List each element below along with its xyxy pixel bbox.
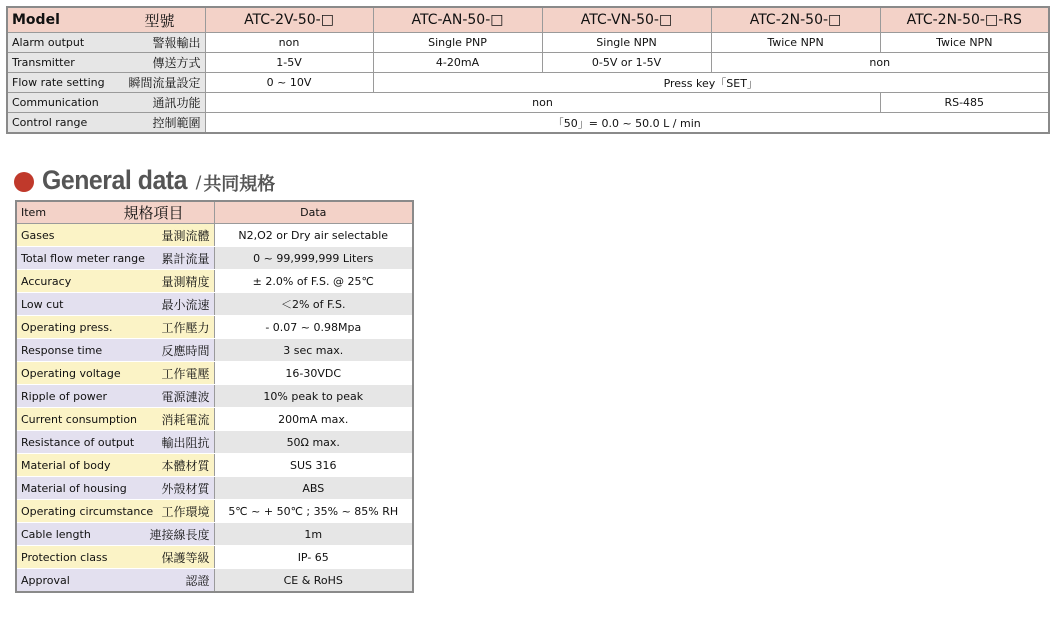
spec-label-cell [16, 523, 214, 546]
row-value-cell: Press key「SET」 [373, 73, 1049, 93]
spec-label-zh: 量測精度 [161, 274, 210, 289]
row-label-cell [7, 53, 205, 73]
general-row [16, 293, 413, 316]
general-row [16, 500, 413, 523]
row-label-zh: 傳送方式 [152, 56, 201, 70]
spec-label-en: Accuracy [21, 274, 72, 288]
model-label-cell [7, 7, 205, 33]
model-name: ATC-VN-50-□ [542, 7, 711, 33]
model-name: ATC-2N-50-□ [711, 7, 880, 33]
row-label-en: Flow rate setting [12, 76, 105, 89]
spec-label-cell [16, 247, 214, 270]
spec-label-en: Operating press. [21, 320, 113, 334]
general-data-table [15, 200, 414, 593]
spec-label-en: Operating voltage [21, 366, 121, 380]
row-label-zh: 警報輸出 [152, 36, 201, 50]
spec-label-en: Response time [21, 343, 103, 357]
row-value-cell: non [205, 33, 373, 53]
model-label-en: Model [12, 12, 60, 28]
spec-label-en: Cable length [21, 527, 91, 541]
spec-label-cell [16, 224, 214, 247]
model-header-row [7, 7, 1049, 33]
spec-label-cell [16, 362, 214, 385]
section-title-en: General data [42, 164, 187, 195]
item-label-en: Item [21, 206, 47, 219]
spec-value: 5℃ ~ + 50℃ ; 35% ~ 85% RH [214, 500, 413, 523]
spec-label-zh: 工作電壓 [161, 366, 210, 381]
spec-label-en: Ripple of power [21, 389, 108, 403]
general-header-row [16, 201, 413, 224]
spec-label-cell [16, 293, 214, 316]
spec-label-zh: 連接線長度 [149, 527, 210, 542]
general-data-body [16, 201, 413, 592]
row-label-cell [7, 33, 205, 53]
general-row [16, 316, 413, 339]
spec-label-zh: 量測流體 [161, 228, 210, 243]
row-value-cell: non [205, 93, 880, 113]
row-value-cell: Twice NPN [711, 33, 880, 53]
spec-label-zh: 工作壓力 [161, 320, 210, 335]
spec-label-zh: 本體材質 [161, 458, 210, 473]
spec-label-en: Protection class [21, 550, 108, 564]
spec-label-en: Gases [21, 228, 55, 242]
general-row [16, 523, 413, 546]
row-label-cell [7, 73, 205, 93]
row-value-cell: 0-5V or 1-5V [542, 53, 711, 73]
model-name: ATC-AN-50-□ [373, 7, 542, 33]
model-name: ATC-2N-50-□-RS [880, 7, 1049, 33]
general-row [16, 454, 413, 477]
spec-label-cell [16, 270, 214, 293]
general-row [16, 247, 413, 270]
spec-value: ABS [214, 477, 413, 500]
spec-label-en: Operating circumstance [21, 504, 154, 518]
spec-value: ＜2% of F.S. [214, 293, 413, 316]
spec-label-zh: 消耗電流 [161, 412, 210, 427]
model-row [7, 113, 1049, 134]
spec-label-zh: 認證 [185, 573, 210, 588]
row-label-en: Transmitter [12, 56, 75, 69]
spec-label-en: Material of housing [21, 481, 127, 495]
spec-label-zh: 保護等級 [161, 550, 210, 565]
row-label-zh: 瞬間流量設定 [128, 76, 201, 90]
model-row [7, 53, 1049, 73]
row-label-en: Communication [12, 96, 99, 109]
general-row [16, 224, 413, 247]
spec-label-zh: 累計流量 [161, 251, 210, 266]
spec-label-zh: 反應時間 [161, 343, 210, 358]
general-row [16, 339, 413, 362]
spec-value: N2,O2 or Dry air selectable [214, 224, 413, 247]
spec-value: SUS 316 [214, 454, 413, 477]
spec-value: 1m [214, 523, 413, 546]
spec-label-zh: 工作環境 [161, 504, 210, 519]
section-title [14, 163, 275, 197]
row-label-cell [7, 93, 205, 113]
row-label-zh: 控制範圍 [152, 116, 201, 130]
section-title-zh: 共同規格 [203, 174, 276, 195]
bullet-icon [14, 172, 34, 192]
model-row [7, 33, 1049, 53]
spec-label-en: Material of body [21, 458, 111, 472]
spec-value: 200mA max. [214, 408, 413, 431]
row-value-cell: Single NPN [542, 33, 711, 53]
spec-label-cell [16, 339, 214, 362]
spec-label-cell [16, 454, 214, 477]
row-value-cell: 1-5V [205, 53, 373, 73]
row-value-cell: 0 ~ 10V [205, 73, 373, 93]
row-value-cell: non [711, 53, 1049, 73]
item-label-cell [16, 201, 214, 224]
spec-label-cell [16, 569, 214, 593]
spec-label-en: Approval [21, 573, 70, 587]
model-row [7, 93, 1049, 113]
spec-label-cell [16, 408, 214, 431]
spec-value: ± 2.0% of F.S. @ 25℃ [214, 270, 413, 293]
row-label-en: Alarm output [12, 36, 85, 49]
spec-label-zh: 電源漣波 [161, 389, 210, 404]
model-row [7, 73, 1049, 93]
spec-label-zh: 外殼材質 [161, 481, 210, 496]
spec-label-zh: 輸出阻抗 [161, 435, 210, 450]
general-row [16, 477, 413, 500]
spec-label-cell [16, 500, 214, 523]
row-value-cell: Twice NPN [880, 33, 1049, 53]
row-label-en: Control range [12, 116, 88, 129]
general-row [16, 546, 413, 569]
general-row [16, 408, 413, 431]
spec-label-en: Low cut [21, 297, 64, 311]
general-row [16, 385, 413, 408]
spec-value: - 0.07 ~ 0.98Mpa [214, 316, 413, 339]
spec-label-zh: 最小流速 [161, 297, 210, 312]
model-label-zh: 型號 [144, 11, 175, 30]
row-value-cell: 「50」= 0.0 ~ 50.0 L / min [205, 113, 1049, 134]
spec-label-en: Total flow meter range [21, 251, 145, 265]
spec-label-cell [16, 316, 214, 339]
general-row [16, 270, 413, 293]
spec-value: 3 sec max. [214, 339, 413, 362]
row-label-cell [7, 113, 205, 134]
model-name: ATC-2V-50-□ [205, 7, 373, 33]
spec-value: 0 ~ 99,999,999 Liters [214, 247, 413, 270]
row-value-cell: RS-485 [880, 93, 1049, 113]
row-value-cell: 4-20mA [373, 53, 542, 73]
spec-value: IP- 65 [214, 546, 413, 569]
model-table-body [7, 7, 1049, 133]
general-row [16, 431, 413, 454]
item-label-zh: 規格項目 [123, 204, 184, 222]
spec-label-cell [16, 477, 214, 500]
section-title-separator: / [195, 173, 202, 193]
data-header: Data [214, 201, 413, 224]
spec-label-cell [16, 385, 214, 408]
spec-label-cell [16, 546, 214, 569]
row-value-cell: Single PNP [373, 33, 542, 53]
row-label-zh: 通訊功能 [152, 96, 201, 110]
spec-value: CE & RoHS [214, 569, 413, 593]
general-row [16, 569, 413, 593]
spec-label-en: Current consumption [21, 412, 138, 426]
spec-value: 16-30VDC [214, 362, 413, 385]
model-table [6, 6, 1050, 134]
spec-value: 10% peak to peak [214, 385, 413, 408]
spec-label-cell [16, 431, 214, 454]
general-row [16, 362, 413, 385]
spec-value: 50Ω max. [214, 431, 413, 454]
spec-label-en: Resistance of output [21, 435, 135, 449]
